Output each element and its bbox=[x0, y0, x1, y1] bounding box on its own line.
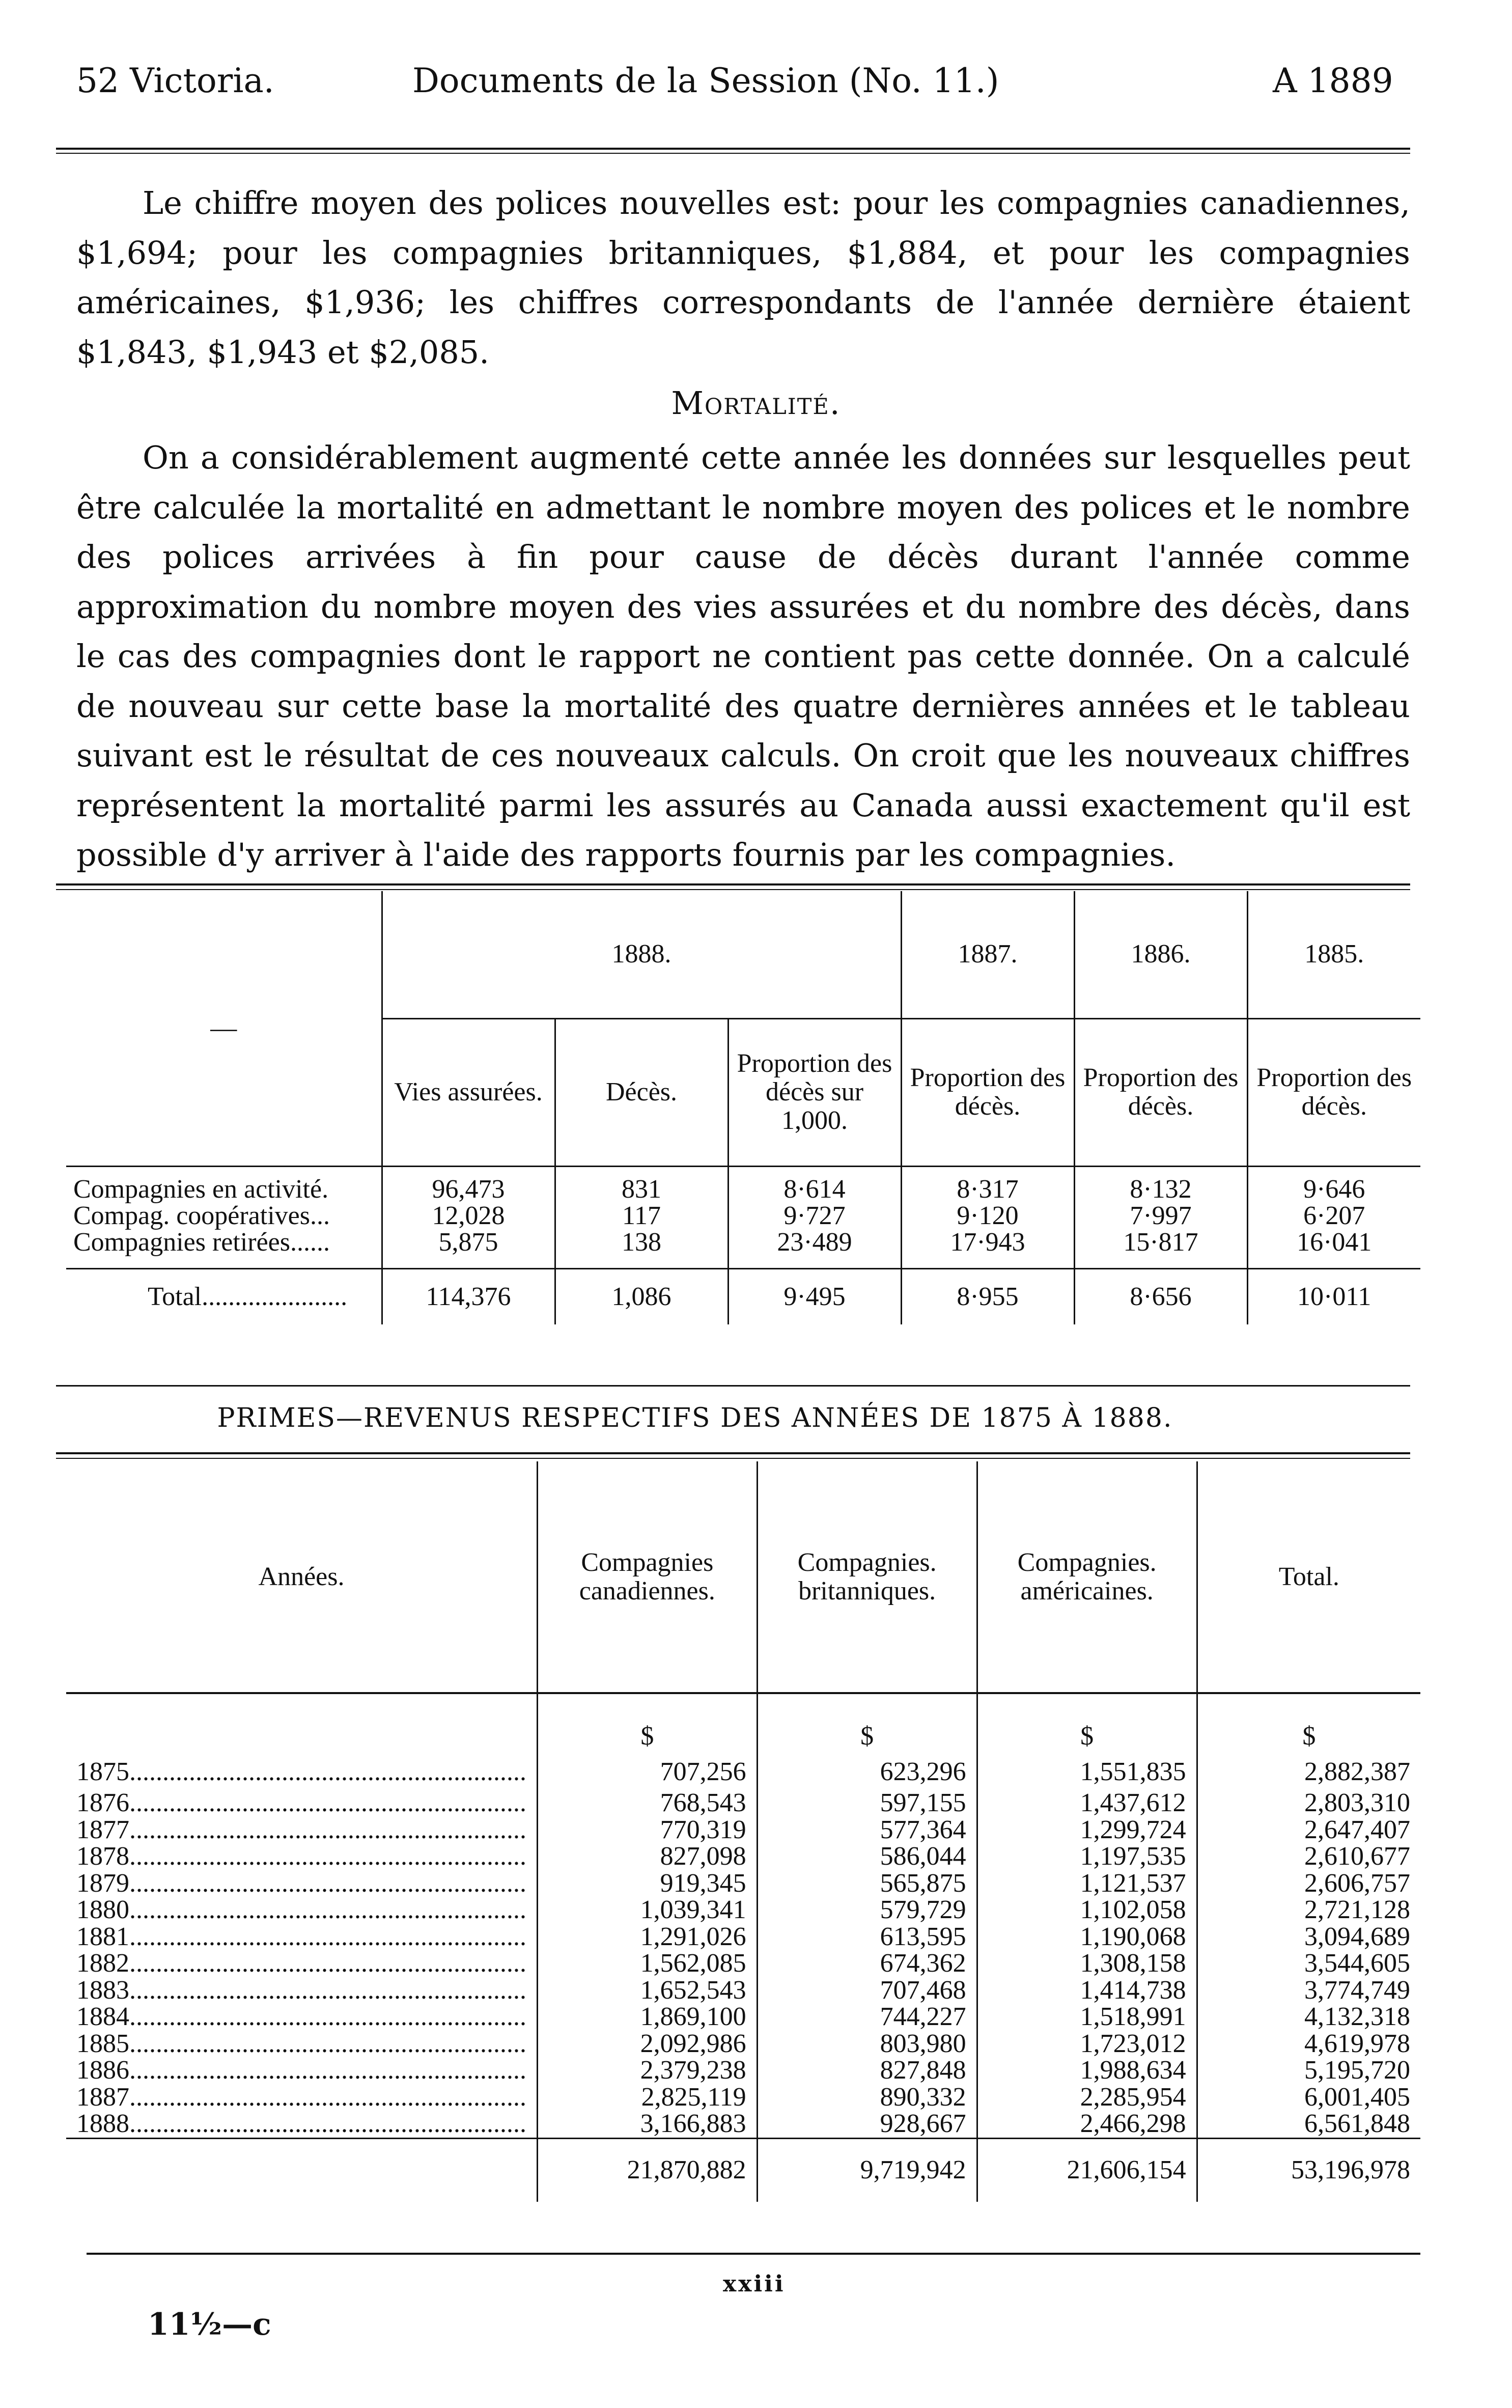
premium-cell: 2,092,986 bbox=[538, 2031, 758, 2058]
premiums-title: PRIMES—REVENUS RESPECTIFS DES ANNÉES DE 1875 À 1888. bbox=[217, 1403, 1173, 1433]
header-left: 52 Victoria. bbox=[76, 61, 274, 100]
premium-cell: 577,364 bbox=[757, 1817, 977, 1844]
stub-header: — bbox=[210, 1013, 237, 1043]
premium-cell: 4,132,318 bbox=[1197, 2004, 1420, 2031]
currency-row bbox=[66, 1693, 1420, 1754]
year-label: 1875............................................................ bbox=[76, 1757, 526, 1786]
year-label: 1888............................................................ bbox=[66, 2111, 538, 2138]
premium-cell: 3,544,605 bbox=[1197, 1950, 1420, 1977]
subheader-prop-1887: Proportion des décès. bbox=[901, 1018, 1074, 1166]
table-row bbox=[66, 1754, 1420, 1790]
cell: 117 bbox=[555, 1203, 728, 1229]
dot-leader: ............................................................ bbox=[129, 1757, 526, 1786]
table-row bbox=[66, 1843, 1420, 1870]
header-annees: Années. bbox=[258, 1562, 345, 1591]
total-row bbox=[66, 1268, 1420, 1324]
total-canadiennes: 21,870,882 bbox=[538, 2138, 758, 2202]
premium-cell: 827,098 bbox=[538, 1843, 758, 1870]
year-1887: 1887. bbox=[901, 891, 1074, 1018]
premium-cell: 707,468 bbox=[757, 1977, 977, 2004]
cell: 9·120 bbox=[901, 1203, 1074, 1229]
table-row bbox=[66, 1817, 1420, 1844]
cell: 8·132 bbox=[1074, 1166, 1247, 1203]
table-row bbox=[66, 1229, 1420, 1269]
row-label: Compagnies retirées...... bbox=[73, 1227, 330, 1257]
table-row bbox=[66, 2004, 1420, 2031]
year-label: 1882............................................................ bbox=[66, 1950, 538, 1977]
table-row bbox=[66, 1924, 1420, 1951]
total-cell: 114,376 bbox=[382, 1268, 555, 1324]
premium-cell: 613,595 bbox=[757, 1924, 977, 1951]
premium-cell: 768,543 bbox=[538, 1790, 758, 1817]
premium-cell: 2,825,119 bbox=[538, 2084, 758, 2111]
subheader-deces: Décès. bbox=[555, 1018, 728, 1166]
table-row bbox=[66, 2031, 1420, 2058]
premium-cell: 1,197,535 bbox=[977, 1843, 1197, 1870]
cell: 16·041 bbox=[1247, 1229, 1420, 1269]
dot-leader: ............................................................ bbox=[129, 2111, 526, 2138]
premium-cell: 2,721,128 bbox=[1197, 1897, 1420, 1924]
year-label: 1881............................................................ bbox=[66, 1924, 538, 1951]
header-rule bbox=[56, 148, 1410, 150]
premiums-header-row bbox=[66, 1461, 1420, 1693]
cell: 23·489 bbox=[728, 1229, 901, 1269]
premium-cell: 2,466,298 bbox=[977, 2111, 1197, 2138]
header-britanniques: Compagnies. britanniques. bbox=[757, 1461, 977, 1693]
premium-cell: 2,610,677 bbox=[1197, 1843, 1420, 1870]
header-americaines: Compagnies. américaines. bbox=[977, 1461, 1197, 1693]
dot-leader: ............................................................ bbox=[129, 1977, 526, 2004]
premium-cell: 2,379,238 bbox=[538, 2057, 758, 2084]
premium-cell: 1,414,738 bbox=[977, 1977, 1197, 2004]
premium-cell: 1,308,158 bbox=[977, 1950, 1197, 1977]
total-cell: 8·955 bbox=[901, 1268, 1074, 1324]
premium-cell: 623,296 bbox=[757, 1754, 977, 1790]
cell: 9·727 bbox=[728, 1203, 901, 1229]
premium-cell: 2,882,387 bbox=[1197, 1754, 1420, 1790]
premium-cell: 3,774,749 bbox=[1197, 1977, 1420, 2004]
premium-cell: 1,518,991 bbox=[977, 2004, 1197, 2031]
year-1888: 1888. bbox=[382, 891, 901, 1018]
intro-paragraph bbox=[76, 178, 1410, 377]
year-label: 1887............................................................ bbox=[66, 2084, 538, 2111]
mortality-paragraph bbox=[76, 433, 1410, 880]
subheader-prop-1885: Proportion des décès. bbox=[1247, 1018, 1420, 1166]
premium-cell: 1,291,026 bbox=[538, 1924, 758, 1951]
cell: 6·207 bbox=[1247, 1203, 1420, 1229]
premium-cell: 707,256 bbox=[538, 1754, 758, 1790]
cell: 5,875 bbox=[382, 1229, 555, 1269]
header-center: Documents de la Session (No. 11.) bbox=[412, 61, 999, 100]
premium-cell: 919,345 bbox=[538, 1870, 758, 1897]
dot-leader: ............................................................ bbox=[129, 2030, 526, 2057]
year-label: 1885............................................................ bbox=[66, 2031, 538, 2058]
year-label: 1886............................................................ bbox=[66, 2057, 538, 2084]
total-britanniques: 9,719,942 bbox=[757, 2138, 977, 2202]
premium-cell: 2,285,954 bbox=[977, 2084, 1197, 2111]
page-number: xxiii bbox=[723, 2271, 786, 2297]
premium-cell: 827,848 bbox=[757, 2057, 977, 2084]
mortality-table bbox=[66, 891, 1420, 1324]
subheader-prop-1886: Proportion des décès. bbox=[1074, 1018, 1247, 1166]
table1-bottom-rule bbox=[56, 1385, 1410, 1387]
premium-cell: 579,729 bbox=[757, 1897, 977, 1924]
cell: 138 bbox=[555, 1229, 728, 1269]
cell: 7·997 bbox=[1074, 1203, 1247, 1229]
table-row bbox=[66, 1950, 1420, 1977]
table-row bbox=[66, 1166, 1420, 1203]
cell: 9·646 bbox=[1247, 1166, 1420, 1203]
total-cell: 1,086 bbox=[555, 1268, 728, 1324]
premium-cell: 928,667 bbox=[757, 2111, 977, 2138]
table2-top-rule bbox=[56, 1452, 1410, 1454]
dot-leader: ............................................................ bbox=[129, 1923, 526, 1950]
year-1886: 1886. bbox=[1074, 891, 1247, 1018]
table-row bbox=[66, 1977, 1420, 2004]
premiums-table bbox=[66, 1461, 1420, 2202]
currency-sign: $ bbox=[1197, 1693, 1420, 1754]
premium-cell: 803,980 bbox=[757, 2031, 977, 2058]
dot-leader: ............................................................ bbox=[129, 2084, 526, 2111]
table1-top-rule bbox=[56, 883, 1410, 885]
signature-mark: 11½—c bbox=[148, 2307, 271, 2342]
table-row bbox=[66, 1897, 1420, 1924]
premium-cell: 6,561,848 bbox=[1197, 2111, 1420, 2138]
table2-top-rule-thin bbox=[56, 1458, 1410, 1459]
currency-empty bbox=[66, 1693, 538, 1754]
year-label: 1876............................................................ bbox=[66, 1790, 538, 1817]
total-empty bbox=[66, 2138, 538, 2202]
premium-cell: 1,190,068 bbox=[977, 1924, 1197, 1951]
premium-cell: 565,875 bbox=[757, 1870, 977, 1897]
year-1885: 1885. bbox=[1247, 891, 1420, 1018]
row-label: Compagnies en activité. bbox=[73, 1174, 329, 1204]
table-row bbox=[66, 1203, 1420, 1229]
year-label: 1877............................................................ bbox=[66, 1817, 538, 1844]
dot-leader: ............................................................ bbox=[129, 1870, 526, 1897]
premium-cell: 4,619,978 bbox=[1197, 2031, 1420, 2058]
table-row bbox=[66, 2084, 1420, 2111]
year-label: 1879............................................................ bbox=[66, 1870, 538, 1897]
premiums-body bbox=[66, 1754, 1420, 2138]
header-total: Total. bbox=[1197, 1461, 1420, 1693]
cell: 15·817 bbox=[1074, 1229, 1247, 1269]
currency-sign: $ bbox=[977, 1693, 1197, 1754]
premium-cell: 586,044 bbox=[757, 1843, 977, 1870]
mortality-text: On a considérablement augmenté cette année les données sur lesquelles peut être calculée la mortalité en admettant le nombre moyen des polices et le nombre des polices arrivées à fin pour cause de décès durant l'année comme approximation du nombre moyen des vies assurées et du nombre des décès, dans le cas des compagnies dont le rapport ne contient pas cette donnée. On a calculé de nouveau sur cette base la mortalité des quatre dernières années et le tableau suivant est le résultat de ces nouveaux calculs. On croit que les nouveaux chiffres représentent la mortalité parmi les assurés au Canada aussi exactement qu'il est possible d'y arriver à l'aide des rapports fournis par les compagnies. bbox=[76, 439, 1410, 873]
premium-cell: 1,988,634 bbox=[977, 2057, 1197, 2084]
header-right: A 1889 bbox=[1273, 61, 1393, 100]
premium-cell: 1,562,085 bbox=[538, 1950, 758, 1977]
premiums-total-row bbox=[66, 2138, 1420, 2202]
year-label: 1880............................................................ bbox=[66, 1897, 538, 1924]
table-row bbox=[66, 1790, 1420, 1817]
cell: 831 bbox=[555, 1166, 728, 1203]
total-cell: 8·656 bbox=[1074, 1268, 1247, 1324]
table-row bbox=[66, 2057, 1420, 2084]
year-label: 1883............................................................ bbox=[66, 1977, 538, 2004]
dot-leader: ............................................................ bbox=[129, 2057, 526, 2084]
dot-leader: ............................................................ bbox=[129, 1816, 526, 1843]
premium-cell: 1,299,724 bbox=[977, 1817, 1197, 1844]
premium-cell: 1,723,012 bbox=[977, 2031, 1197, 2058]
premium-cell: 890,332 bbox=[757, 2084, 977, 2111]
cell: 8·317 bbox=[901, 1166, 1074, 1203]
cell: 96,473 bbox=[382, 1166, 555, 1203]
total-cell: 10·011 bbox=[1247, 1268, 1420, 1324]
premium-cell: 1,102,058 bbox=[977, 1897, 1197, 1924]
premium-cell: 597,155 bbox=[757, 1790, 977, 1817]
premium-cell: 1,652,543 bbox=[538, 1977, 758, 2004]
cell: 17·943 bbox=[901, 1229, 1074, 1269]
total-label: Total...................... bbox=[148, 1282, 348, 1311]
cell: 12,028 bbox=[382, 1203, 555, 1229]
total-cell: 9·495 bbox=[728, 1268, 901, 1324]
year-label: 1884............................................................ bbox=[66, 2004, 538, 2031]
year-row bbox=[66, 891, 1420, 1018]
currency-sign: $ bbox=[538, 1693, 758, 1754]
premium-cell: 1,039,341 bbox=[538, 1897, 758, 1924]
dot-leader: ............................................................ bbox=[129, 1843, 526, 1870]
table-row bbox=[66, 1870, 1420, 1897]
premium-cell: 770,319 bbox=[538, 1817, 758, 1844]
premium-cell: 1,437,612 bbox=[977, 1790, 1197, 1817]
subheader-vies: Vies assurées. bbox=[382, 1018, 555, 1166]
year-label: 1878............................................................ bbox=[66, 1843, 538, 1870]
total-total: 53,196,978 bbox=[1197, 2138, 1420, 2202]
currency-sign: $ bbox=[757, 1693, 977, 1754]
premium-cell: 1,121,537 bbox=[977, 1870, 1197, 1897]
dot-leader: ............................................................ bbox=[129, 1790, 526, 1817]
intro-text: Le chiffre moyen des polices nouvelles est: pour les compagnies canadiennes, $1,694; pour les compagnies britanniques, $1,884, et pour les compagnies américaines, $1,936; les chiffres correspondants de l'année dernière étaient $1,843, $1,943 et $2,085. bbox=[76, 184, 1410, 371]
premium-cell: 5,195,720 bbox=[1197, 2057, 1420, 2084]
table-row bbox=[66, 2111, 1420, 2138]
premium-cell: 744,227 bbox=[757, 2004, 977, 2031]
premium-cell: 2,606,757 bbox=[1197, 1870, 1420, 1897]
total-americaines: 21,606,154 bbox=[977, 2138, 1197, 2202]
premium-cell: 2,647,407 bbox=[1197, 1817, 1420, 1844]
dot-leader: ............................................................ bbox=[129, 2004, 526, 2031]
header-rule-thin bbox=[56, 153, 1410, 154]
table1-top-rule-thin bbox=[56, 889, 1410, 890]
premium-cell: 6,001,405 bbox=[1197, 2084, 1420, 2111]
header-canadiennes: Compagnies canadiennes. bbox=[538, 1461, 758, 1693]
mortality-title: Mortalité. bbox=[671, 384, 841, 422]
subheader-prop-1888: Proportion des décès sur 1,000. bbox=[728, 1018, 901, 1166]
cell: 8·614 bbox=[728, 1166, 901, 1203]
premium-cell: 2,803,310 bbox=[1197, 1790, 1420, 1817]
dot-leader: ............................................................ bbox=[129, 1897, 526, 1924]
dot-leader: ............................................................ bbox=[129, 1950, 526, 1977]
premium-cell: 3,094,689 bbox=[1197, 1924, 1420, 1951]
premium-cell: 1,869,100 bbox=[538, 2004, 758, 2031]
premium-cell: 674,362 bbox=[757, 1950, 977, 1977]
premium-cell: 3,166,883 bbox=[538, 2111, 758, 2138]
row-label: Compag. coopératives... bbox=[73, 1201, 330, 1230]
premium-cell: 1,551,835 bbox=[977, 1754, 1197, 1790]
table2-bottom-rule bbox=[87, 2253, 1420, 2255]
